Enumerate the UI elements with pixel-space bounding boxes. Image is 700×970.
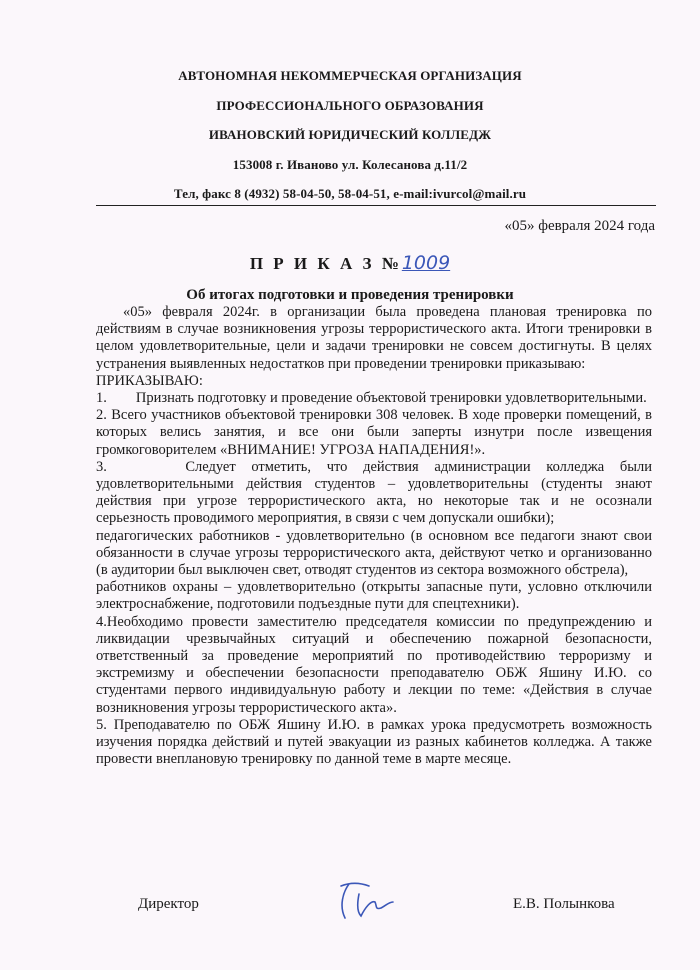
signature-scribble-icon [335, 880, 395, 924]
order-item-3: 3. Следует отметить, что действия администрации колледжа были удовлетворительными действия студентов – удовлетворительны (студенты знают действия при угрозе террористического акта, но некоторые так и не осознали серьезность проводимого мероприятия, в связи с чем допускали ошибки); [96, 458, 652, 527]
order-item-5: 5. Преподавателю по ОБЖ Яшину И.Ю. в рамках урока предусмотреть возможность изучения порядка действий и путей эвакуации из разных кабинетов колледжа. А также провести внеплановую тренировку по данной теме в марте месяце. [96, 716, 652, 768]
org-name-line2: ПРОФЕССИОНАЛЬНОГО ОБРАЗОВАНИЯ [216, 98, 484, 113]
order-keyword: ПРИКАЗЫВАЮ: [96, 372, 203, 389]
order-item-3-teachers: педагогических работников - удовлетворительно (в основном все педагоги знают свои обязанности в случае угрозы террористического акта, действуют четко и организованно (в аудитории был выключен свет, отводят студентов из сектора возможного обстрела), [96, 527, 652, 579]
signature-role: Директор [138, 896, 199, 912]
order-item-1: 1. Признать подготовку и проведение объектовой тренировки удовлетворительными. [96, 390, 647, 407]
document-date: «05» февраля 2024 года [504, 218, 655, 234]
signature-name: Е.В. Полынкова [513, 896, 615, 912]
intro-paragraph: «05» февраля 2024г. в организации была проведена плановая тренировка по действиям в случае возникновения угрозы террористического акта. Итоги тренировки в целом удовлетворительные, цели и задачи тренировки не совсем достигнуты. В целях устранения выявленных недостатков при проведении тренировки приказываю: [96, 304, 652, 372]
order-subtitle: Об итогах подготовки и проведения тренировки [186, 287, 514, 303]
order-item-2: 2. Всего участников объектовой тренировки 308 человек. В ходе проверки помещений, в которых велись занятия, и все они были заперты изнутри после извещения громкоговорителем «ВНИМАНИЕ! УГРОЗА НАПАДЕНИЯ!». [96, 407, 652, 458]
header-divider [96, 205, 656, 206]
org-contacts: Тел, факс 8 (4932) 58-04-50, 58-04-51, e-mail:ivurcol@mail.ru [173, 186, 527, 201]
order-title-text: П Р И К А З № [249, 254, 402, 273]
order-body [96, 304, 652, 768]
order-title [0, 252, 700, 274]
org-name-line1: АВТОНОМНАЯ НЕКОММЕРЧЕСКАЯ ОРГАНИЗАЦИЯ [178, 68, 522, 83]
order-item-3-security: работников охраны – удовлетворительно (открыты запасные пути, условно отключили электроснабжение, подготовили подъездные пути для спецтехники). [96, 579, 652, 613]
order-number-handwritten: 1009 [401, 252, 451, 274]
org-address: 153008 г. Иваново ул. Колесанова д.11/2 [232, 157, 468, 172]
org-name-line3: ИВАНОВСКИЙ ЮРИДИЧЕСКИЙ КОЛЛЕДЖ [208, 127, 492, 142]
order-item-4: 4.Необходимо провести заместителю председателя комиссии по предупреждению и ликвидации чрезвычайных ситуаций и обеспечению пожарной безопасности, ответственный за проведение мероприятий по противодействию терроризму и экстремизму и обеспечении безопасности преподавателю ОБЖ Яшину И.Ю. со студентами первого индивидуальную работу и лекции по теме: «Действия в случае возникновения угрозы террористического акта». [96, 613, 652, 716]
